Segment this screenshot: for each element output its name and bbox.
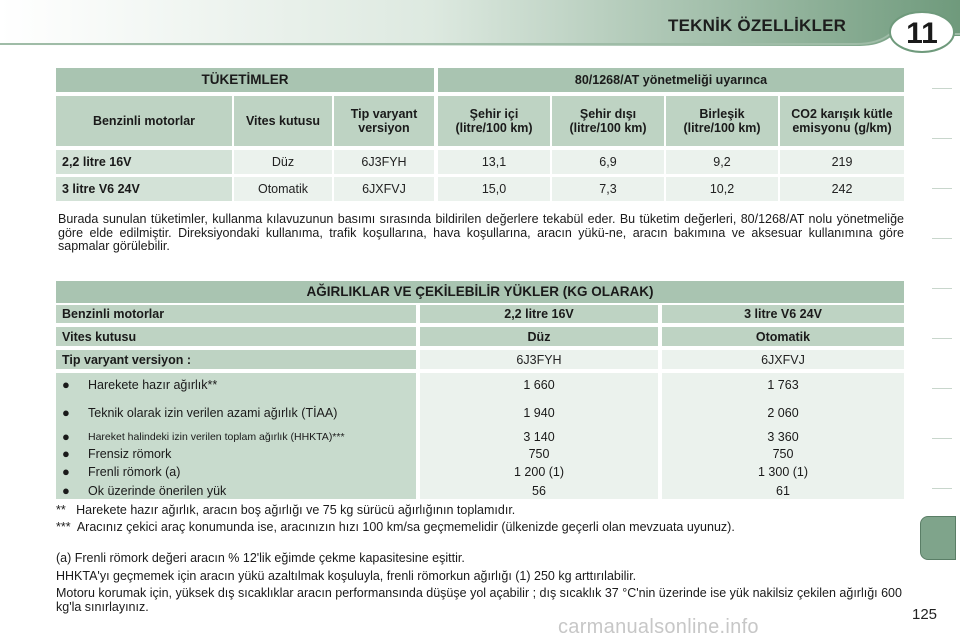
consumption-note: Burada sunulan tüketimler, kullanma kılavuzunun basımı sırasında bildirilen değerlere tekabül eder. Bu tüketim değerleri, 80/1268/AT nolu yönetmeliğe göre elde edilmiştir. Direksiyondaki kullanıma, trafik koşullarına, hava koşullarına, aracın yükü-ne, aracın bakımına ve aksesuar kullanımına göre sapmalar görülebilir. — [58, 212, 904, 253]
weights-variant-2: 6JXFVJ — [662, 350, 904, 369]
bullet-icon: ● — [62, 377, 70, 392]
weight-row-value-2: 61 — [776, 484, 790, 498]
col-co2: CO2 karışık kütle emisyonu (g/km) — [780, 96, 904, 146]
footnote-5: Motoru korumak için, yüksek dış sıcaklıklar aracın performansında düşüşe yol açabilir ; dış sıcaklık 37 °C'nin üzerinde ise yük nakilsiz çekilen ağırlığı 600 kg'la sınırlayınız. — [56, 586, 902, 614]
bullet-icon: ● — [62, 429, 70, 444]
watermark: carmanualsonline.info — [558, 616, 759, 638]
weights-engine-1: 2,2 litre 16V — [420, 305, 658, 323]
bullet-icon: ● — [62, 446, 70, 461]
weights-engine-label: Benzinli motorlar — [56, 305, 416, 323]
weight-row-value-2: 3 360 — [767, 430, 799, 444]
row2-variant: 6JXFVJ — [334, 177, 434, 201]
weight-row-label: Ok üzerinde önerilen yük — [88, 484, 227, 498]
weight-row-value-1: 1 940 — [523, 406, 555, 420]
footnote-1: ** Harekete hazır ağırlık, aracın boş ağırlığı ve 75 kg sürücü ağırlığının toplamıdır. — [56, 503, 516, 517]
weight-row-value-2: 2 060 — [767, 406, 799, 420]
chapter-title: TEKNİK ÖZELLİKLER — [668, 16, 847, 35]
weight-row-label: Frenli römork (a) — [88, 465, 181, 479]
row2-combined: 10,2 — [666, 177, 778, 201]
bullet-icon: ● — [62, 483, 70, 498]
col-engine: Benzinli motorlar — [56, 96, 232, 146]
row1-urban: 13,1 — [438, 150, 550, 174]
weight-row-value-1: 56 — [532, 484, 546, 498]
row1-engine: 2,2 litre 16V — [56, 150, 232, 174]
col-extra-urban: Şehir dışı (litre/100 km) — [552, 96, 664, 146]
row1-combined: 9,2 — [666, 150, 778, 174]
row2-engine: 3 litre V6 24V — [56, 177, 232, 201]
footnote-3: (a) Frenli römork değeri aracın % 12'lik eğimde çekme kapasitesine eşittir. — [56, 551, 465, 565]
weights-gearbox-1: Düz — [420, 327, 658, 346]
weight-row-value-1: 1 660 — [523, 378, 555, 392]
col-urban: Şehir içi (litre/100 km) — [438, 96, 550, 146]
row2-extra-urban: 7,3 — [552, 177, 664, 201]
weights-variant-label: Tip varyant versiyon : — [56, 350, 416, 369]
weights-engine-2: 3 litre V6 24V — [662, 305, 904, 323]
footnote-2: *** Aracınız çekici araç konumunda ise, aracınızın hızı 100 km/sa geçmemelidir (ülkenizde geçerli olan mevzuata uyunuz). — [56, 520, 735, 534]
chapter-number-badge — [886, 10, 956, 54]
chapter-tab[interactable] — [920, 516, 956, 560]
weight-row-label: Harekete hazır ağırlık** — [88, 378, 218, 392]
row1-co2: 219 — [780, 150, 904, 174]
bullet-icon: ● — [62, 405, 70, 420]
weights-title: AĞIRLIKLAR VE ÇEKİLEBİLİR YÜKLER (KG OLARAK) — [56, 281, 904, 303]
row1-extra-urban: 6,9 — [552, 150, 664, 174]
weight-row-value-2: 1 763 — [767, 378, 799, 392]
weight-row-label: Hareket halindeki izin verilen toplam ağırlık (HHKTA)*** — [88, 431, 345, 443]
weight-row-label: Teknik olarak izin verilen azami ağırlık (TİAA) — [88, 406, 338, 420]
weight-row-value-2: 1 300 (1) — [757, 465, 809, 479]
row2-urban: 15,0 — [438, 177, 550, 201]
weights-gearbox-label: Vites kutusu — [56, 327, 416, 346]
row2-co2: 242 — [780, 177, 904, 201]
weight-row-label: Frensiz römork — [88, 447, 172, 461]
chapter-number: 11 — [906, 17, 938, 50]
col-gearbox: Vites kutusu — [234, 96, 332, 146]
page-number: 125 — [912, 606, 938, 623]
col-variant: Tip varyant versiyon — [334, 96, 434, 146]
weight-row-value-1: 750 — [528, 447, 550, 461]
row1-gearbox: Düz — [234, 150, 332, 174]
consumption-title: TÜKETİMLER — [56, 68, 434, 92]
weight-row-value-1: 1 200 (1) — [513, 465, 565, 479]
col-combined: Birleşik (litre/100 km) — [666, 96, 778, 146]
regulation-title: 80/1268/AT yönetmeliği uyarınca — [438, 68, 904, 92]
weight-row-value-2: 750 — [772, 447, 794, 461]
footnote-4: HHKTA'yı geçmemek için aracın yükü azaltılmak koşuluyla, frenli römorkun ağırlığı (1) 250 kg arttırılabilir. — [56, 569, 637, 583]
row1-variant: 6J3FYH — [334, 150, 434, 174]
bullet-icon: ● — [62, 464, 70, 479]
weights-variant-1: 6J3FYH — [420, 350, 658, 369]
row2-gearbox: Otomatik — [234, 177, 332, 201]
weight-row-value-1: 3 140 — [523, 430, 555, 444]
weights-gearbox-2: Otomatik — [662, 327, 904, 346]
